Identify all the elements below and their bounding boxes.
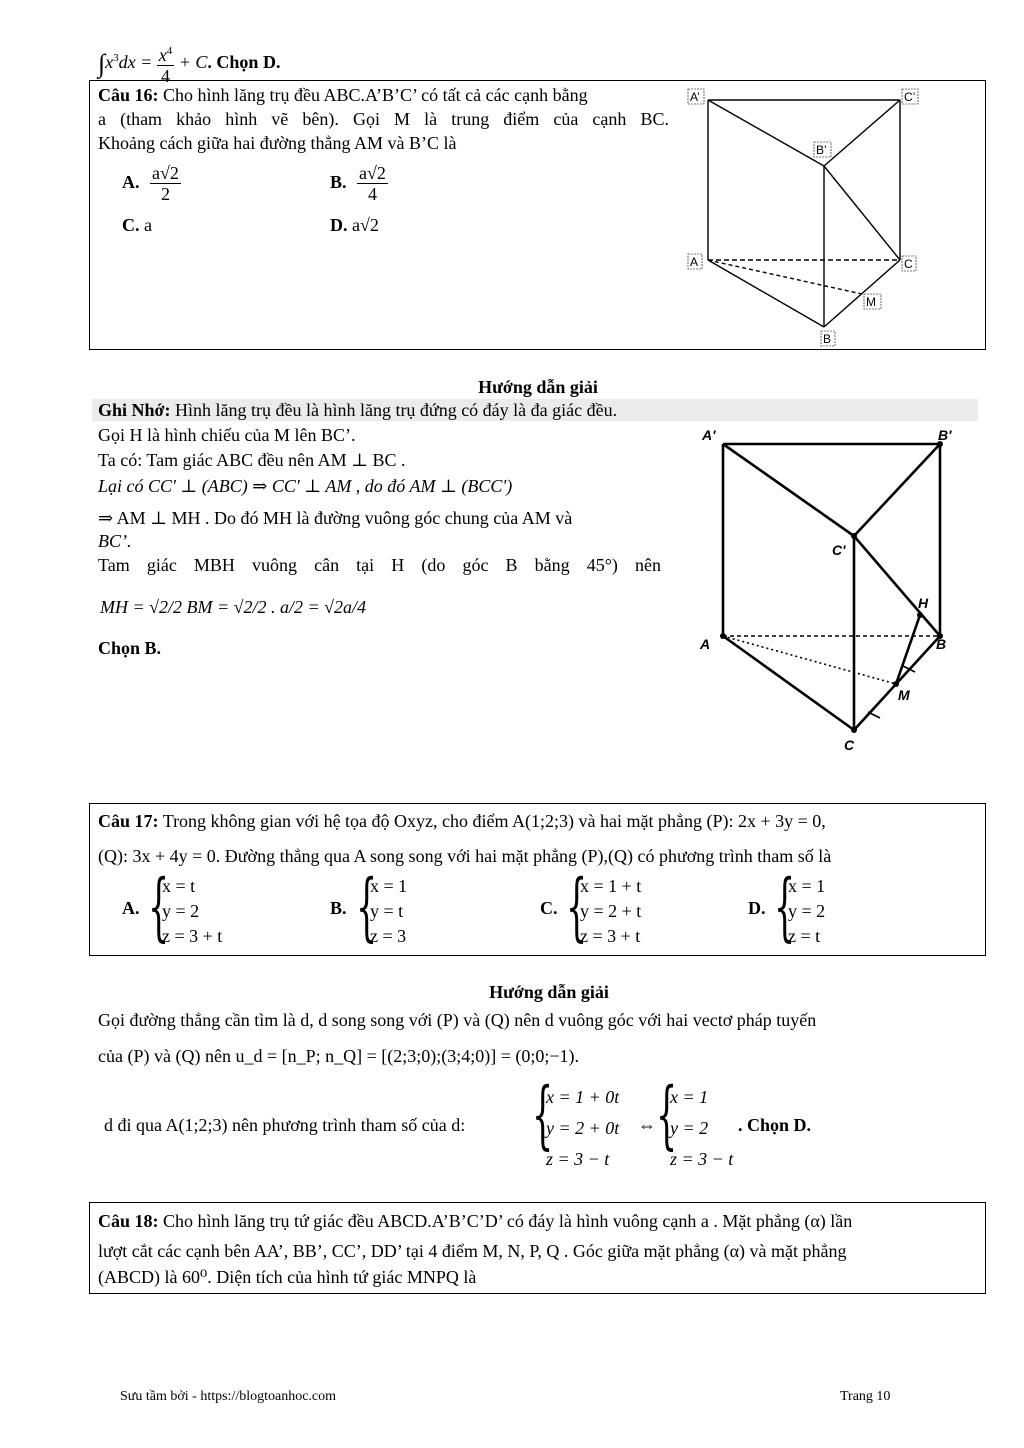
- footer-source: Sưu tầm bởi - https://blogtoanhoc.com: [120, 1389, 337, 1404]
- q17-line-2: (Q): 3x + 4y = 0. Đường thẳng qua A song song với hai mặt phẳng (P),(Q) có phương trình tham số là: [98, 846, 832, 866]
- formula-fraction: $\frac{x^4}{4}$: [157, 41, 175, 86]
- q16-option-d: D. a√2: [330, 215, 379, 235]
- sol17-line-1: Gọi đường thẳng cần tìm là d, d song song với (P) và (Q) nên d vuông góc với hai vectơ pháp tuyến: [98, 1010, 817, 1030]
- q16-line-3: Khoảng cách giữa hai đường thẳng AM và B’C là: [98, 133, 457, 153]
- sol16-label-h: H: [918, 595, 929, 611]
- sol16-line-1: Gọi H là hình chiếu của M lên BC’.: [98, 425, 356, 445]
- sol17-answer: . Chọn D.: [738, 1115, 812, 1135]
- q16-prism-figure: [680, 82, 920, 350]
- q18-line-2: lượt cắt các cạnh bên AA’, BB’, CC’, DD’ tại 4 điểm M, N, P, Q . Góc giữa mặt phẳng (α) và mặt phẳng: [98, 1241, 847, 1261]
- sol16-line-5: BC’.: [98, 531, 132, 551]
- q16-line-2: a (tham khảo hình vẽ bên). Gọi M là trung điểm của cạnh BC.: [98, 109, 669, 129]
- sol16-prism-figure: [690, 420, 970, 760]
- sol16-label-b1: B': [938, 427, 952, 443]
- q16-label: Câu 16:: [98, 85, 159, 105]
- q16-label-m: M: [866, 295, 876, 309]
- sol16-line-2: Ta có: Tam giác ABC đều nên AM ⊥ BC .: [98, 450, 406, 470]
- q16-option-b: B. $\frac{a√2}{4}$: [330, 163, 386, 205]
- q16-label-c1: C’: [904, 90, 916, 104]
- top-formula-line: $\int x^3dx$ = $\frac{x^4}{4}$ + C. Chọn D.: [98, 38, 280, 78]
- sol16-label-a1: A': [702, 427, 716, 443]
- q16-option-a: A. $\frac{a√2}{2}$: [122, 163, 179, 205]
- q16-option-c: C. a: [122, 215, 152, 235]
- q16-label-c: C: [904, 257, 913, 271]
- q18-line-3: (ABCD) là 60⁰. Diện tích của hình tứ giác MNPQ là: [98, 1267, 477, 1287]
- sol16-heading: Hướng dẫn giải: [478, 377, 598, 397]
- sol16-note: Ghi Nhớ: Hình lăng trụ đều là hình lăng trụ đứng có đáy là đa giác đều.: [98, 400, 618, 420]
- q17-label: Câu 17:: [98, 811, 159, 831]
- q16-label-b: B: [823, 332, 832, 346]
- sol17-heading: Hướng dẫn giải: [489, 982, 609, 1002]
- q16-label-a: A: [690, 255, 699, 269]
- sol17-line-2: của (P) và (Q) nên u_d = [n_P; n_Q] = [(2;3;0);(3;4;0)] = (0;0;−1).: [98, 1046, 580, 1066]
- sol17-line-3-prefix: d đi qua A(1;2;3) nên phương trình tham số của d:: [104, 1115, 466, 1135]
- sol16-line-3: Lại có CC' ⊥ (ABC) ⇒ CC' ⊥ AM , do đó AM ⊥ (BCC'): [98, 476, 513, 496]
- footer-page-number: Trang 10: [840, 1389, 891, 1404]
- integral-sign: ∫: [98, 48, 106, 78]
- sol16-line-4: ⇒ AM ⊥ MH . Do đó MH là đường vuông góc chung của AM và: [98, 508, 573, 528]
- q18-line-1: Câu 18: Cho hình lăng trụ tứ giác đều ABCD.A’B’C’D’ có đáy là hình vuông cạnh a . Mặt phẳng (α) lần: [98, 1211, 853, 1231]
- sol16-label-c1: C': [832, 542, 846, 558]
- sol16-mh-formula: MH = √2/2 BM = √2/2 . a/2 = √2a/4: [100, 597, 367, 617]
- sol16-label-b: B: [936, 636, 947, 652]
- answer-text: . Chọn D.: [207, 52, 281, 72]
- sol17-equiv: ⇔: [638, 1115, 656, 1135]
- q18-label: Câu 18:: [98, 1211, 159, 1231]
- sol16-label-c: C: [844, 737, 855, 753]
- sol16-answer: Chọn B.: [98, 638, 162, 658]
- q16-line-1: Câu 16: Cho hình lăng trụ đều ABC.A’B’C’ có tất cả các cạnh bằng: [98, 85, 588, 105]
- sol16-label-m: M: [898, 687, 910, 703]
- sol16-label-a: A: [700, 636, 711, 652]
- q16-label-a1: A’: [690, 90, 700, 104]
- q16-label-b1: B’: [816, 143, 827, 157]
- sol16-line-6: Tam giác MBH vuông cân tại H (do góc B bằng 45°) nên: [98, 555, 661, 575]
- q17-line-1: Câu 17: Trong không gian với hệ tọa độ Oxyz, cho điểm A(1;2;3) và hai mặt phẳng (P): 2x + 3y = 0,: [98, 811, 826, 831]
